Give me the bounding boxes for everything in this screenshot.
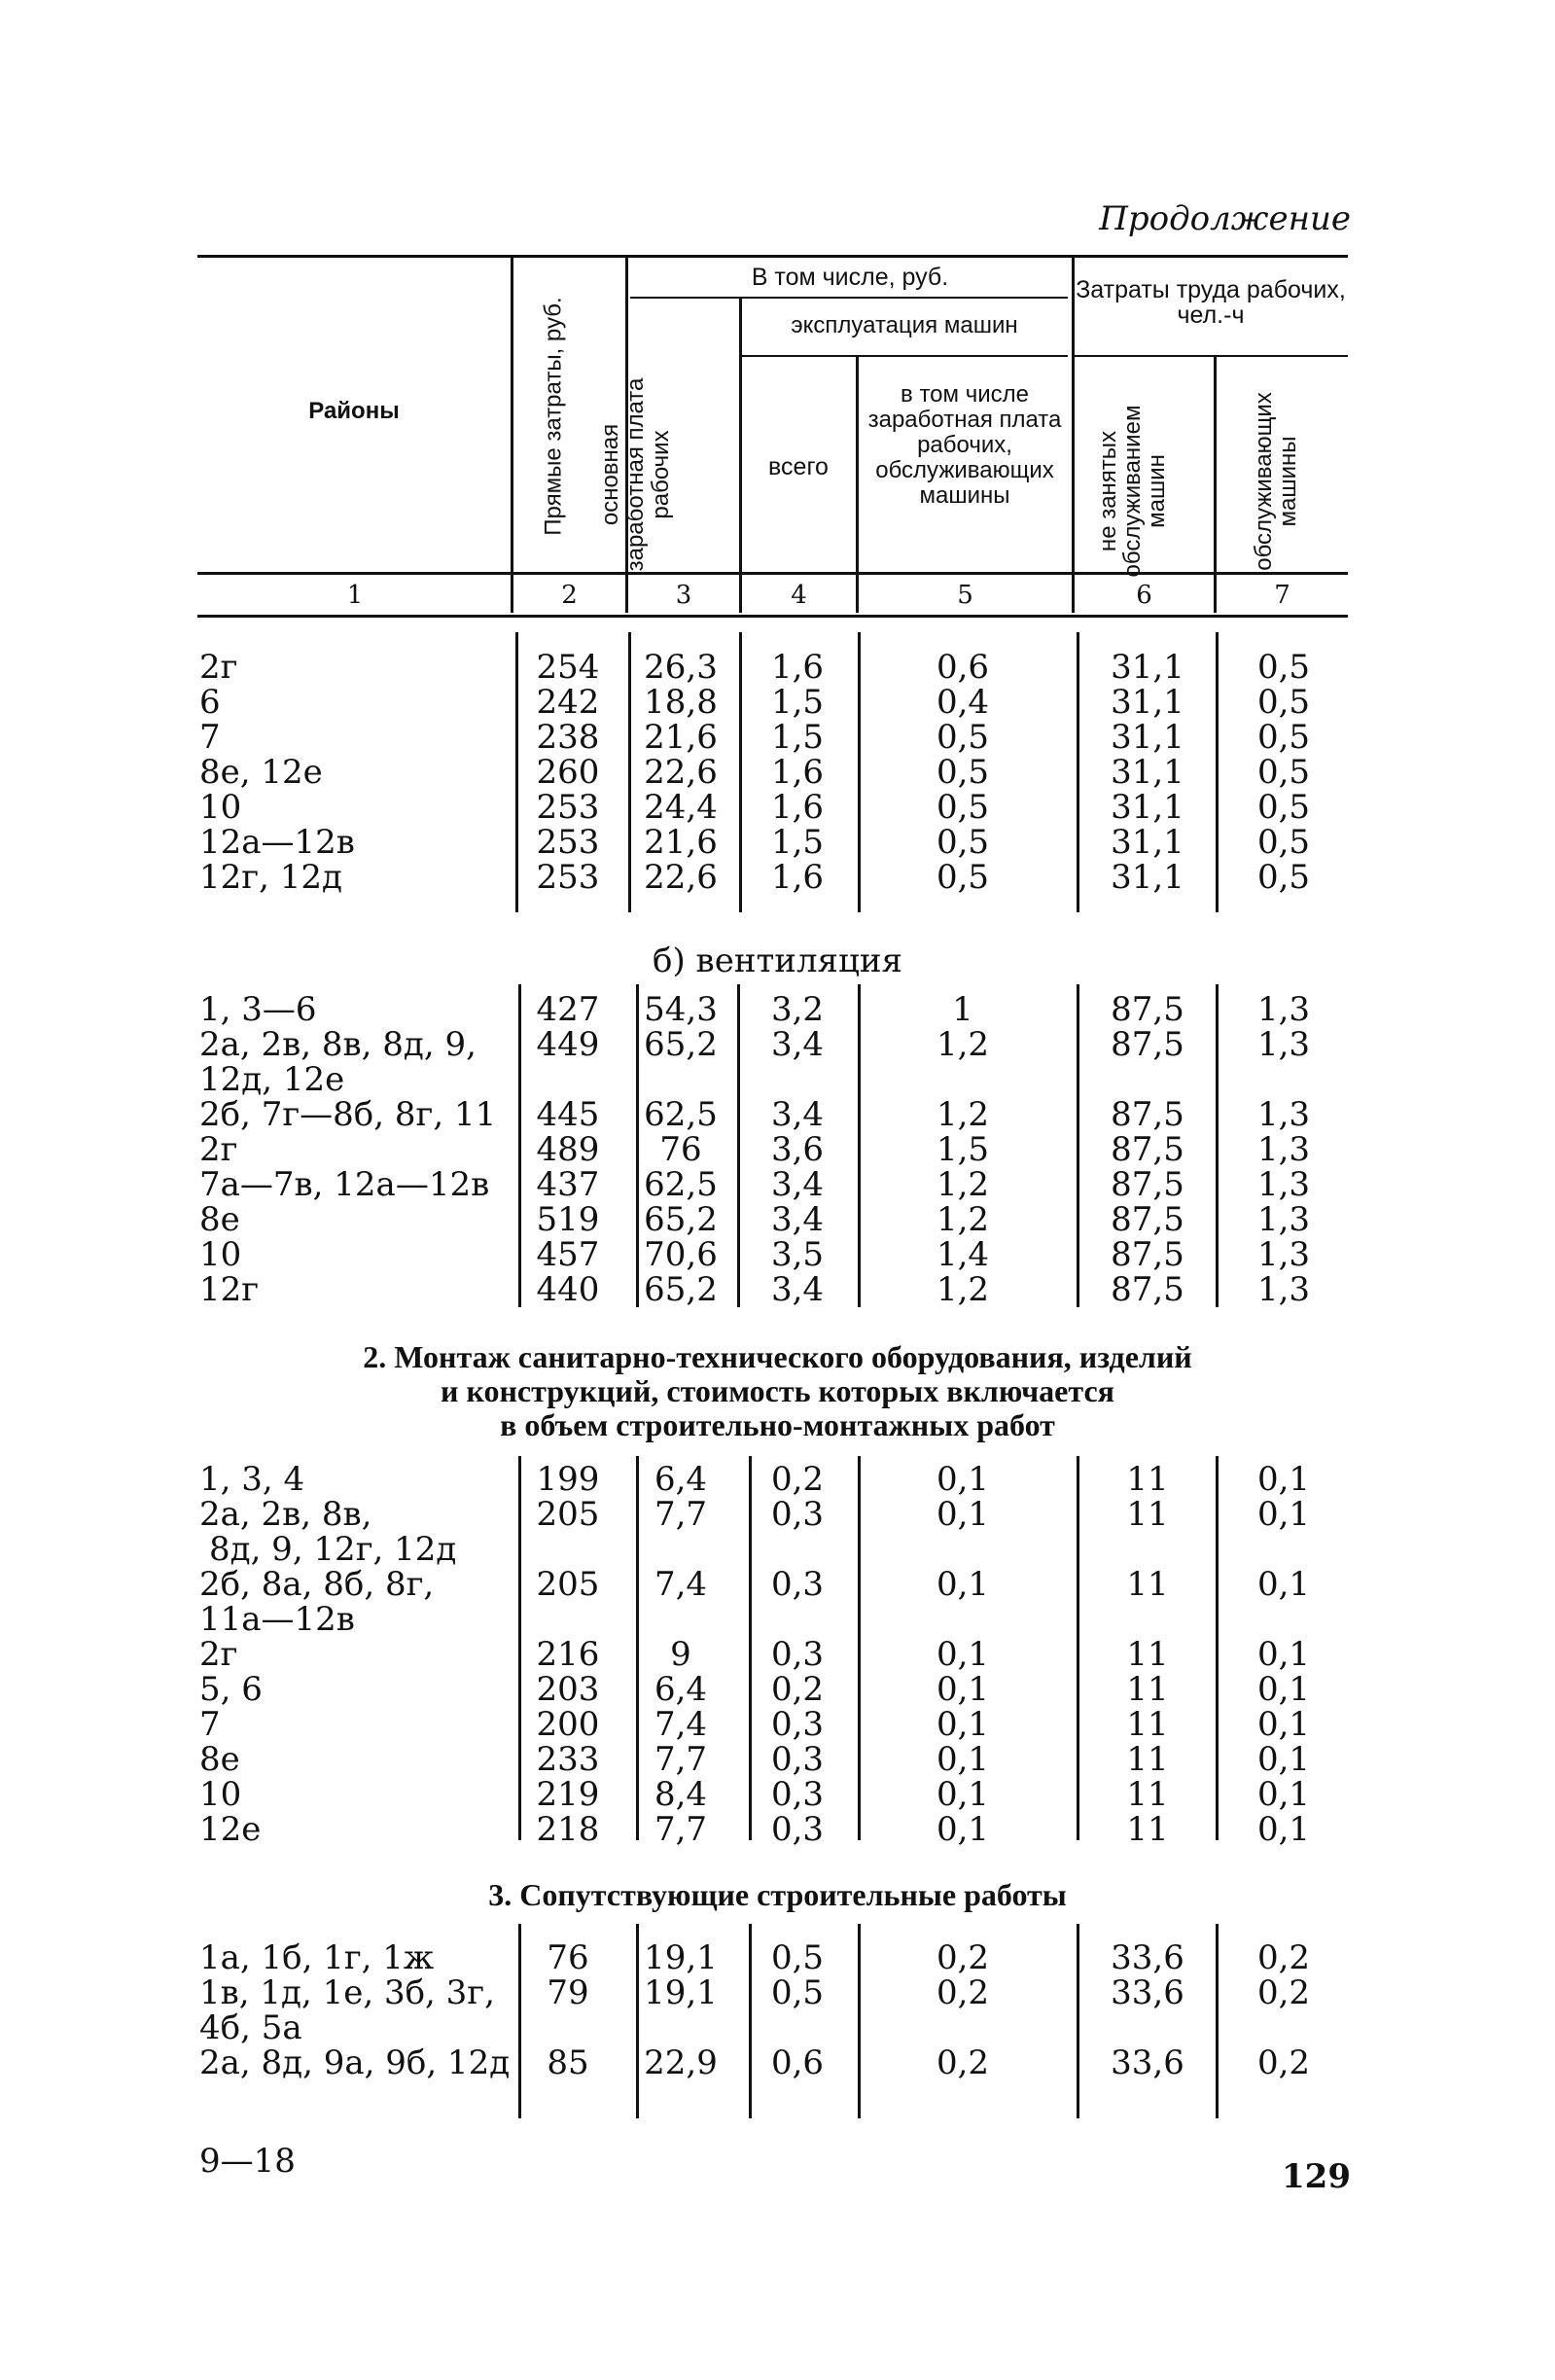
value-cell-col4: 1,6 bbox=[770, 648, 825, 687]
value-cell-col6: 31,1 bbox=[1111, 683, 1184, 722]
value-cell-col2: 238 bbox=[536, 718, 600, 757]
value-cell-col7: 0,5 bbox=[1256, 753, 1311, 792]
value-cell-col7: 0,2 bbox=[1256, 1938, 1311, 1977]
value-cell-col4: 1,6 bbox=[770, 858, 825, 897]
region-cell-continuation: 8д, 9, 12г, 12д bbox=[209, 1530, 457, 1569]
header-vline-1 bbox=[511, 258, 513, 613]
col-number-7: 7 bbox=[1274, 581, 1290, 610]
value-cell-col6: 87,5 bbox=[1111, 1165, 1184, 1204]
page-number: 129 bbox=[1282, 2157, 1351, 2196]
header-vline-5 bbox=[1072, 258, 1075, 613]
value-cell-col5: 0,1 bbox=[936, 1565, 990, 1604]
col-number-5: 5 bbox=[957, 581, 973, 610]
table-row bbox=[0, 1497, 1555, 1533]
value-cell-col4: 3,4 bbox=[770, 1025, 825, 1064]
table-row bbox=[0, 1742, 1555, 1778]
value-cell-col6: 11 bbox=[1126, 1460, 1169, 1499]
table-row bbox=[0, 1462, 1555, 1498]
value-cell-col5: 0,1 bbox=[936, 1810, 990, 1849]
value-cell-col5: 0,5 bbox=[936, 823, 990, 862]
table-row bbox=[0, 650, 1555, 686]
value-cell-col6: 31,1 bbox=[1111, 858, 1184, 897]
table-row bbox=[0, 2045, 1555, 2081]
value-cell-col2: 242 bbox=[536, 683, 600, 722]
col-number-1: 1 bbox=[346, 581, 364, 610]
region-cell: 8е, 12е bbox=[199, 753, 323, 792]
continuation-label: Продолжение bbox=[1099, 199, 1351, 238]
value-cell-col7: 1,3 bbox=[1256, 990, 1311, 1029]
value-cell-col7: 0,5 bbox=[1256, 788, 1311, 827]
table-row-continuation bbox=[0, 1062, 1555, 1098]
value-cell-col2: 449 bbox=[536, 1025, 600, 1064]
value-cell-col3: 18,8 bbox=[644, 683, 718, 722]
region-cell: 8е bbox=[199, 1740, 240, 1779]
table-row bbox=[0, 1707, 1555, 1743]
region-cell: 2а, 2в, 8в, bbox=[199, 1495, 372, 1534]
region-cell: 2б, 7г—8б, 8г, 11 bbox=[199, 1095, 497, 1134]
value-cell-col2: 216 bbox=[536, 1635, 600, 1674]
value-cell-col6: 31,1 bbox=[1111, 648, 1184, 687]
value-cell-col7: 1,3 bbox=[1256, 1025, 1311, 1064]
value-cell-col7: 0,2 bbox=[1256, 1973, 1311, 2012]
including-header: В том числе, руб. bbox=[751, 264, 949, 291]
value-cell-col2: 253 bbox=[536, 858, 600, 897]
value-cell-col7: 0,5 bbox=[1256, 683, 1311, 722]
value-cell-col3: 76 bbox=[659, 1130, 702, 1169]
region-cell: 7 bbox=[199, 718, 221, 757]
region-cell: 10 bbox=[199, 1235, 242, 1274]
value-cell-col4: 3,6 bbox=[770, 1130, 825, 1169]
value-cell-col3: 22,6 bbox=[644, 753, 718, 792]
value-cell-col6: 11 bbox=[1126, 1775, 1169, 1814]
region-cell-continuation: 4б, 5а bbox=[199, 2008, 302, 2047]
value-cell-col7: 0,1 bbox=[1256, 1775, 1311, 1814]
value-cell-col4: 0,3 bbox=[770, 1740, 825, 1779]
related-works-title: 3. Сопутствующие строительные работы bbox=[488, 1877, 1067, 1912]
value-cell-col3: 26,3 bbox=[644, 648, 718, 687]
value-cell-col5: 0,5 bbox=[936, 718, 990, 757]
value-cell-col2: 440 bbox=[536, 1270, 600, 1309]
region-cell: 2б, 8а, 8б, 8г, bbox=[199, 1565, 435, 1604]
value-cell-col3: 24,4 bbox=[644, 788, 718, 827]
value-cell-col4: 0,6 bbox=[770, 2043, 825, 2082]
value-cell-col6: 33,6 bbox=[1111, 2043, 1184, 2082]
including-rule bbox=[630, 297, 1068, 299]
value-cell-col6: 11 bbox=[1126, 1495, 1169, 1534]
table-row bbox=[0, 720, 1555, 756]
value-cell-col2: 489 bbox=[536, 1130, 600, 1169]
value-cell-col7: 0,1 bbox=[1256, 1460, 1311, 1499]
base-wage-header: основная заработная плата рабочих bbox=[597, 377, 674, 572]
value-cell-col7: 0,5 bbox=[1256, 648, 1311, 687]
machine-rule bbox=[741, 355, 1068, 357]
value-cell-col6: 87,5 bbox=[1111, 1270, 1184, 1309]
value-cell-col3: 65,2 bbox=[644, 1270, 718, 1309]
value-cell-col7: 0,1 bbox=[1256, 1495, 1311, 1534]
value-cell-col4: 3,4 bbox=[770, 1095, 825, 1134]
value-cell-col5: 0,6 bbox=[936, 648, 990, 687]
table-row-continuation bbox=[0, 1532, 1555, 1568]
value-cell-col3: 9 bbox=[670, 1635, 691, 1674]
value-cell-col6: 87,5 bbox=[1111, 1235, 1184, 1274]
value-cell-col6: 31,1 bbox=[1111, 823, 1184, 862]
value-cell-col4: 0,3 bbox=[770, 1635, 825, 1674]
value-cell-col7: 0,1 bbox=[1256, 1705, 1311, 1744]
header-vline-4 bbox=[856, 356, 859, 613]
not-machine-header: не занятых обслуживанием машин bbox=[1095, 405, 1170, 578]
value-cell-col4: 1,5 bbox=[770, 823, 825, 862]
value-cell-col6: 11 bbox=[1126, 1740, 1169, 1779]
value-cell-col5: 0,1 bbox=[936, 1740, 990, 1779]
value-cell-col5: 0,1 bbox=[936, 1495, 990, 1534]
table-row bbox=[0, 1132, 1555, 1168]
value-cell-col4: 0,5 bbox=[770, 1938, 825, 1977]
value-cell-col3: 19,1 bbox=[644, 1973, 718, 2012]
signature-mark: 9—18 bbox=[199, 2142, 296, 2181]
machine-wage-header: в том числе заработная плата рабочих, обслуживающих машины bbox=[867, 381, 1062, 509]
total-header: всего bbox=[768, 453, 829, 480]
value-cell-col6: 33,6 bbox=[1111, 1938, 1184, 1977]
value-cell-col5: 0,5 bbox=[936, 788, 990, 827]
value-cell-col2: 218 bbox=[536, 1810, 600, 1849]
value-cell-col6: 87,5 bbox=[1111, 1130, 1184, 1169]
value-cell-col6: 31,1 bbox=[1111, 718, 1184, 757]
region-cell: 12г bbox=[199, 1270, 260, 1309]
value-cell-col7: 0,5 bbox=[1256, 823, 1311, 862]
region-cell: 1, 3, 4 bbox=[199, 1460, 305, 1499]
table-row bbox=[0, 755, 1555, 791]
value-cell-col5: 0,4 bbox=[936, 683, 990, 722]
value-cell-col5: 1,2 bbox=[936, 1270, 990, 1309]
value-cell-col2: 205 bbox=[536, 1565, 600, 1604]
value-cell-col2: 519 bbox=[536, 1200, 600, 1239]
value-cell-col2: 437 bbox=[536, 1165, 600, 1204]
value-cell-col4: 0,3 bbox=[770, 1495, 825, 1534]
region-cell: 6 bbox=[199, 683, 221, 722]
value-cell-col2: 199 bbox=[536, 1460, 600, 1499]
value-cell-col6: 87,5 bbox=[1111, 1025, 1184, 1064]
value-cell-col4: 0,3 bbox=[770, 1775, 825, 1814]
value-cell-col5: 1,2 bbox=[936, 1025, 990, 1064]
value-cell-col4: 0,3 bbox=[770, 1810, 825, 1849]
value-cell-col3: 62,5 bbox=[644, 1165, 718, 1204]
installation-title-line-3: в объем строительно-монтажных работ bbox=[500, 1407, 1055, 1442]
installation-title-line-2: и конструкций, стоимость которых включается bbox=[441, 1373, 1114, 1408]
value-cell-col2: 79 bbox=[547, 1973, 589, 2012]
value-cell-col2: 200 bbox=[536, 1705, 600, 1744]
value-cell-col2: 76 bbox=[547, 1938, 589, 1977]
col-number-3: 3 bbox=[675, 581, 692, 610]
value-cell-col5: 1,5 bbox=[936, 1130, 990, 1169]
table-row bbox=[0, 860, 1555, 896]
value-cell-col5: 1,4 bbox=[936, 1235, 990, 1274]
value-cell-col7: 1,3 bbox=[1256, 1200, 1311, 1239]
value-cell-col2: 427 bbox=[536, 990, 600, 1029]
value-cell-col5: 0,2 bbox=[936, 1973, 990, 2012]
value-cell-col3: 21,6 bbox=[644, 823, 718, 862]
value-cell-col4: 3,4 bbox=[770, 1165, 825, 1204]
installation-title-line-1: 2. Монтаж санитарно-технического оборудования, изделий bbox=[363, 1339, 1192, 1374]
value-cell-col3: 65,2 bbox=[644, 1025, 718, 1064]
value-cell-col4: 0,5 bbox=[770, 1973, 825, 2012]
region-cell: 2г bbox=[199, 1635, 238, 1674]
value-cell-col6: 31,1 bbox=[1111, 753, 1184, 792]
table-row bbox=[0, 1027, 1555, 1063]
table-row bbox=[0, 992, 1555, 1028]
value-cell-col3: 8,4 bbox=[654, 1775, 708, 1814]
region-cell: 10 bbox=[199, 1775, 242, 1814]
value-cell-col5: 0,2 bbox=[936, 1938, 990, 1977]
region-cell-continuation: 11а—12в bbox=[199, 1600, 355, 1639]
table-row bbox=[0, 1097, 1555, 1133]
region-cell: 2а, 8д, 9а, 9б, 12д bbox=[199, 2043, 511, 2082]
table-row bbox=[0, 1272, 1555, 1308]
value-cell-col7: 1,3 bbox=[1256, 1235, 1311, 1274]
value-cell-col5: 1 bbox=[952, 990, 973, 1029]
value-cell-col6: 11 bbox=[1126, 1670, 1169, 1709]
table-row bbox=[0, 1975, 1555, 2011]
machine-service-header: обслуживающих машины bbox=[1251, 392, 1301, 571]
col-number-6: 6 bbox=[1136, 581, 1152, 610]
region-cell: 8е bbox=[199, 1200, 240, 1239]
value-cell-col6: 87,5 bbox=[1111, 990, 1184, 1029]
table-row bbox=[0, 825, 1555, 861]
value-cell-col7: 1,3 bbox=[1256, 1270, 1311, 1309]
value-cell-col7: 0,5 bbox=[1256, 858, 1311, 897]
value-cell-col5: 1,2 bbox=[936, 1095, 990, 1134]
value-cell-col3: 6,4 bbox=[654, 1670, 708, 1709]
ventilation-title: б) вентиляция bbox=[653, 941, 902, 980]
value-cell-col4: 3,4 bbox=[770, 1200, 825, 1239]
value-cell-col3: 22,9 bbox=[644, 2043, 718, 2082]
value-cell-col5: 0,1 bbox=[936, 1705, 990, 1744]
value-cell-col7: 0,1 bbox=[1256, 1635, 1311, 1674]
regions-header: Районы bbox=[308, 398, 400, 424]
value-cell-col5: 0,5 bbox=[936, 858, 990, 897]
value-cell-col3: 7,7 bbox=[654, 1810, 708, 1849]
header-top-rule bbox=[197, 255, 1348, 258]
value-cell-col4: 0,3 bbox=[770, 1565, 825, 1604]
value-cell-col2: 457 bbox=[536, 1235, 600, 1274]
col-number-2: 2 bbox=[561, 581, 578, 610]
table-row bbox=[0, 790, 1555, 826]
table-row bbox=[0, 1637, 1555, 1673]
colnum-bottom-rule bbox=[197, 615, 1348, 618]
direct-costs-header: Прямые затраты, руб. bbox=[540, 297, 567, 536]
value-cell-col4: 0,2 bbox=[770, 1460, 825, 1499]
value-cell-col3: 6,4 bbox=[654, 1460, 708, 1499]
machine-operation-header: эксплуатация машин bbox=[791, 312, 1018, 338]
table-row bbox=[0, 1202, 1555, 1238]
value-cell-col7: 0,1 bbox=[1256, 1740, 1311, 1779]
value-cell-col3: 22,6 bbox=[644, 858, 718, 897]
value-cell-col4: 1,5 bbox=[770, 718, 825, 757]
value-cell-col7: 1,3 bbox=[1256, 1165, 1311, 1204]
value-cell-col5: 1,2 bbox=[936, 1200, 990, 1239]
labor-header: Затраты труда рабочих, чел.-ч bbox=[1076, 276, 1346, 329]
value-cell-col3: 70,6 bbox=[644, 1235, 718, 1274]
value-cell-col4: 3,5 bbox=[770, 1235, 825, 1274]
region-cell: 1, 3—6 bbox=[199, 990, 317, 1029]
value-cell-col6: 11 bbox=[1126, 1810, 1169, 1849]
region-cell: 7а—7в, 12а—12в bbox=[199, 1165, 490, 1204]
value-cell-col3: 19,1 bbox=[644, 1938, 718, 1977]
region-cell: 5, 6 bbox=[199, 1670, 263, 1709]
value-cell-col2: 445 bbox=[536, 1095, 600, 1134]
labor-rule bbox=[1074, 355, 1348, 357]
value-cell-col6: 11 bbox=[1126, 1705, 1169, 1744]
value-cell-col6: 11 bbox=[1126, 1635, 1169, 1674]
value-cell-col2: 233 bbox=[536, 1740, 600, 1779]
value-cell-col3: 65,2 bbox=[644, 1200, 718, 1239]
value-cell-col7: 1,3 bbox=[1256, 1095, 1311, 1134]
region-cell-continuation: 12д, 12е bbox=[199, 1060, 345, 1099]
value-cell-col5: 1,2 bbox=[936, 1165, 990, 1204]
table-row bbox=[0, 1777, 1555, 1813]
value-cell-col3: 62,5 bbox=[644, 1095, 718, 1134]
value-cell-col4: 3,4 bbox=[770, 1270, 825, 1309]
value-cell-col2: 85 bbox=[547, 2043, 589, 2082]
table-row bbox=[0, 1567, 1555, 1603]
value-cell-col2: 254 bbox=[536, 648, 600, 687]
region-cell: 1а, 1б, 1г, 1ж bbox=[199, 1938, 435, 1977]
value-cell-col4: 3,2 bbox=[770, 990, 825, 1029]
value-cell-col5: 0,1 bbox=[936, 1460, 990, 1499]
value-cell-col7: 0,2 bbox=[1256, 2043, 1311, 2082]
value-cell-col2: 253 bbox=[536, 788, 600, 827]
region-cell: 12е bbox=[199, 1810, 262, 1849]
value-cell-col6: 87,5 bbox=[1111, 1095, 1184, 1134]
region-cell: 1в, 1д, 1е, 3б, 3г, bbox=[199, 1973, 495, 2012]
col-number-4: 4 bbox=[791, 581, 807, 610]
value-cell-col4: 1,5 bbox=[770, 683, 825, 722]
value-cell-col5: 0,1 bbox=[936, 1635, 990, 1674]
value-cell-col7: 0,1 bbox=[1256, 1810, 1311, 1849]
value-cell-col5: 0,1 bbox=[936, 1775, 990, 1814]
region-cell: 2г bbox=[199, 648, 238, 687]
value-cell-col7: 0,1 bbox=[1256, 1565, 1311, 1604]
value-cell-col2: 205 bbox=[536, 1495, 600, 1534]
value-cell-col4: 0,3 bbox=[770, 1705, 825, 1744]
value-cell-col7: 0,5 bbox=[1256, 718, 1311, 757]
value-cell-col2: 260 bbox=[536, 753, 600, 792]
value-cell-col2: 253 bbox=[536, 823, 600, 862]
value-cell-col3: 7,4 bbox=[654, 1705, 708, 1744]
table-row bbox=[0, 685, 1555, 721]
table-row bbox=[0, 1812, 1555, 1848]
table-row bbox=[0, 1672, 1555, 1708]
value-cell-col3: 7,7 bbox=[654, 1740, 708, 1779]
value-cell-col6: 31,1 bbox=[1111, 788, 1184, 827]
region-cell: 10 bbox=[199, 788, 242, 827]
value-cell-col3: 7,7 bbox=[654, 1495, 708, 1534]
region-cell: 7 bbox=[199, 1705, 221, 1744]
table-row bbox=[0, 1237, 1555, 1273]
value-cell-col2: 219 bbox=[536, 1775, 600, 1814]
table-row bbox=[0, 1167, 1555, 1203]
header-vline-6 bbox=[1214, 356, 1217, 613]
value-cell-col5: 0,2 bbox=[936, 2043, 990, 2082]
value-cell-col7: 1,3 bbox=[1256, 1130, 1311, 1169]
table-row-continuation bbox=[0, 2010, 1555, 2046]
value-cell-col5: 0,5 bbox=[936, 753, 990, 792]
value-cell-col4: 1,6 bbox=[770, 753, 825, 792]
value-cell-col3: 54,3 bbox=[644, 990, 718, 1029]
value-cell-col6: 33,6 bbox=[1111, 1973, 1184, 2012]
value-cell-col6: 87,5 bbox=[1111, 1200, 1184, 1239]
table-row-continuation bbox=[0, 1602, 1555, 1638]
value-cell-col2: 203 bbox=[536, 1670, 600, 1709]
value-cell-col6: 11 bbox=[1126, 1565, 1169, 1604]
table-row bbox=[0, 1940, 1555, 1976]
region-cell: 2а, 2в, 8в, 8д, 9, bbox=[199, 1025, 477, 1064]
region-cell: 2г bbox=[199, 1130, 238, 1169]
region-cell: 12г, 12д bbox=[199, 858, 342, 897]
value-cell-col3: 7,4 bbox=[654, 1565, 708, 1604]
value-cell-col7: 0,1 bbox=[1256, 1670, 1311, 1709]
value-cell-col4: 1,6 bbox=[770, 788, 825, 827]
header-vline-3 bbox=[739, 298, 742, 613]
value-cell-col4: 0,2 bbox=[770, 1670, 825, 1709]
region-cell: 12а—12в bbox=[199, 823, 355, 862]
value-cell-col3: 21,6 bbox=[644, 718, 718, 757]
value-cell-col5: 0,1 bbox=[936, 1670, 990, 1709]
